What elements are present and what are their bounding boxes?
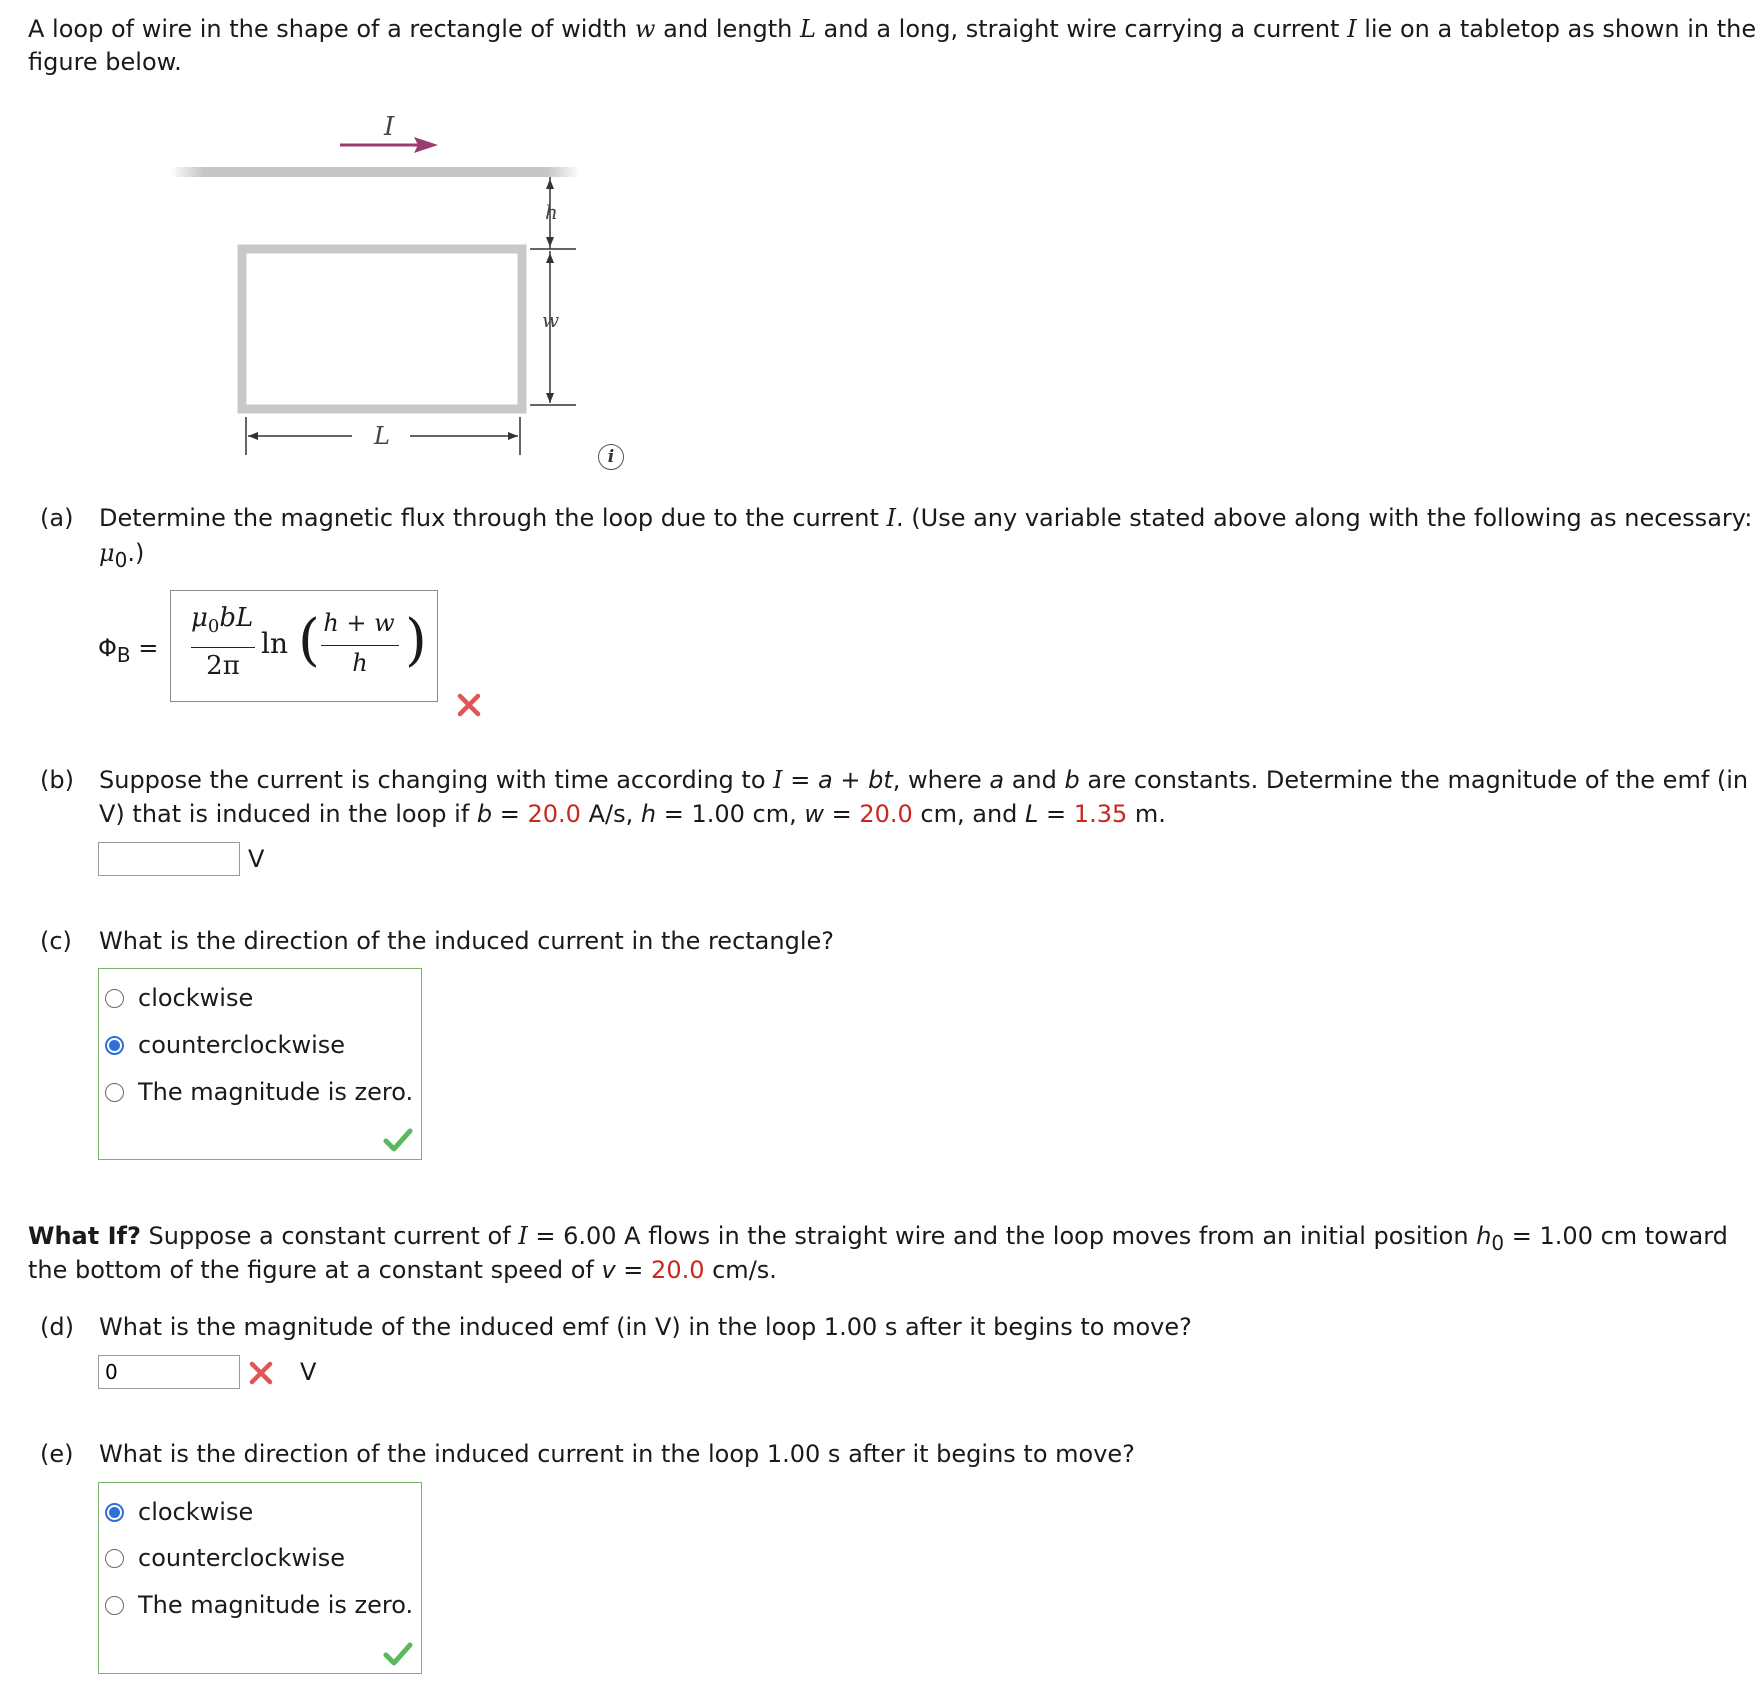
radio-button-selected[interactable] — [105, 1503, 124, 1522]
part-d-question: What is the magnitude of the induced emf (in V) in the loop 1.00 s after it begins to move? — [99, 1313, 1192, 1341]
intro-text: and length — [655, 15, 800, 43]
wire-loop-figure — [170, 105, 650, 485]
w-unit: cm, and — [912, 800, 1026, 828]
v-unit: cm/s. — [704, 1256, 777, 1284]
incorrect-x-icon — [248, 1360, 274, 1386]
h-arrow-down-icon — [546, 237, 554, 247]
var-a: a — [989, 766, 1005, 794]
part-c-option-counterclockwise[interactable] — [105, 1028, 345, 1062]
var-I: I — [773, 766, 783, 794]
radio-button[interactable] — [105, 1083, 124, 1102]
mu-symbol: μ — [99, 539, 115, 567]
correct-check-icon — [383, 1641, 413, 1667]
part-b-question-line-1 — [99, 763, 1748, 797]
inner-fraction-bar — [321, 645, 399, 646]
part-b-text: V) that is induced in the loop if — [99, 800, 477, 828]
L-arrow-right-icon — [508, 432, 518, 440]
w-arrow-down-icon — [546, 393, 554, 403]
part-e-option-zero[interactable] — [105, 1588, 413, 1622]
option-label: counterclockwise — [138, 1031, 346, 1059]
current-label: I — [384, 112, 395, 142]
inner-numerator: h + w — [323, 609, 395, 637]
option-label: The magnitude is zero. — [138, 1078, 414, 1106]
emf-answer-input-d[interactable] — [98, 1355, 240, 1389]
w-arrow-up-icon — [546, 253, 554, 263]
part-a-tag: (a) — [40, 504, 74, 532]
h-subscript: 0 — [1491, 1230, 1505, 1255]
part-d-tag: (d) — [40, 1313, 74, 1341]
h-arrow-up-icon — [546, 179, 554, 189]
intro-line-2: figure below. — [28, 48, 182, 76]
whatif-text: = 1.00 cm toward — [1504, 1222, 1728, 1250]
part-c-option-clockwise[interactable] — [105, 981, 253, 1015]
equals-sign: = — [138, 634, 159, 662]
part-b-unit: V — [248, 845, 265, 873]
fraction-bar — [191, 647, 255, 648]
equals: = — [823, 800, 860, 828]
part-b-text: are constants. Determine the magnitude of the emf (in — [1079, 766, 1749, 794]
var-I: I — [1347, 15, 1357, 43]
correct-check-icon — [383, 1127, 413, 1153]
part-a-question-line-2 — [99, 536, 144, 577]
var-bt: bt — [868, 766, 893, 794]
info-icon[interactable] — [598, 444, 624, 470]
part-c-question: What is the direction of the induced current in the rectangle? — [99, 927, 834, 955]
option-label: clockwise — [138, 1498, 254, 1526]
part-b-tag: (b) — [40, 766, 74, 794]
whatif-text: the bottom of the figure at a constant speed of — [28, 1256, 602, 1284]
b-unit: A/s, — [580, 800, 641, 828]
mu-subscript: 0 — [114, 547, 128, 572]
radio-button[interactable] — [105, 989, 124, 1008]
part-d-unit: V — [300, 1358, 317, 1386]
emf-answer-input-b[interactable] — [98, 842, 240, 876]
option-label: The magnitude is zero. — [138, 1591, 414, 1619]
equals: = — [782, 766, 819, 794]
var-v: v — [601, 1256, 616, 1284]
numerator-bL: bL — [219, 603, 254, 633]
phi-subscript: B — [116, 642, 131, 667]
option-label: clockwise — [138, 984, 254, 1012]
info-icon-glyph: i — [607, 447, 615, 467]
L-value: 1.35 — [1073, 800, 1128, 828]
v-value: 20.0 — [651, 1256, 705, 1284]
var-h: h — [640, 800, 657, 828]
flux-label — [98, 631, 158, 672]
part-e-option-counterclockwise[interactable] — [105, 1541, 345, 1575]
radio-button[interactable] — [105, 1596, 124, 1615]
var-I: I — [518, 1222, 528, 1250]
b-value: 20.0 — [527, 800, 581, 828]
L-label: L — [374, 422, 390, 450]
part-a-text: .) — [127, 539, 145, 567]
rectangular-loop — [242, 249, 522, 409]
part-e-question: What is the direction of the induced current in the loop 1.00 s after it begins to move? — [99, 1440, 1135, 1468]
part-a-text: . (Use any variable stated above along with the following as necessary: — [896, 504, 1753, 532]
left-paren: ( — [298, 608, 320, 673]
L-arrow-left-icon — [248, 432, 258, 440]
incorrect-x-icon — [456, 692, 482, 718]
inner-denominator: h — [352, 649, 368, 677]
ln-function: ln — [261, 627, 288, 660]
h-label: h — [545, 200, 558, 224]
fraction-denominator: 2π — [206, 651, 240, 681]
part-b-text: Suppose the current is changing with time according to — [99, 766, 774, 794]
straight-wire — [170, 167, 580, 177]
var-L: L — [1025, 800, 1039, 828]
equals: = — [615, 1256, 652, 1284]
part-e-tag: (e) — [40, 1440, 74, 1468]
equals: = — [492, 800, 528, 828]
w-value: 20.0 — [859, 800, 913, 828]
var-w: w — [804, 800, 824, 828]
radio-button-selected[interactable] — [105, 1036, 124, 1055]
intro-text: lie on a tabletop as shown in the — [1356, 15, 1757, 43]
fraction-numerator — [191, 603, 254, 638]
part-e-choices — [98, 1482, 422, 1674]
right-paren: ) — [405, 608, 427, 673]
var-I: I — [886, 504, 897, 532]
h-value: = 1.00 cm, — [656, 800, 805, 828]
whatif-text: Suppose a constant current of — [140, 1222, 519, 1250]
equals: = — [1038, 800, 1074, 828]
part-e-option-clockwise[interactable] — [105, 1495, 253, 1529]
whatif-text: = 6.00 A flows in the straight wire and the loop moves from an initial position — [527, 1222, 1477, 1250]
var-b: b — [1064, 766, 1080, 794]
whatif-line-2 — [28, 1253, 777, 1287]
L-unit: m. — [1127, 800, 1166, 828]
var-a: a — [818, 766, 833, 794]
intro-line-1 — [28, 12, 1756, 46]
part-b-text: , where — [892, 766, 990, 794]
intro-text: A loop of wire in the shape of a rectangle of width — [28, 15, 635, 43]
var-w: w — [634, 15, 656, 43]
part-b-text: and — [1004, 766, 1065, 794]
var-b: b — [476, 800, 493, 828]
mu-symbol: μ — [191, 603, 208, 633]
radio-button[interactable] — [105, 1549, 124, 1568]
part-c-option-zero[interactable] — [105, 1075, 413, 1109]
option-label: counterclockwise — [138, 1544, 346, 1572]
phi-symbol: Φ — [98, 634, 117, 662]
part-b-question-line-2 — [99, 797, 1166, 831]
part-a-question-line-1 — [99, 501, 1752, 535]
var-L: L — [799, 15, 816, 43]
intro-text: and a long, straight wire carrying a current — [815, 15, 1348, 43]
mu-subscript: 0 — [207, 616, 220, 638]
part-c-choices — [98, 968, 422, 1160]
whatif-heading: What If? — [28, 1222, 141, 1250]
part-a-text: Determine the magnetic flux through the loop due to the current — [99, 504, 887, 532]
var-h: h — [1476, 1222, 1492, 1250]
plus: + — [832, 766, 869, 794]
part-c-tag: (c) — [40, 927, 72, 955]
flux-answer-box[interactable] — [170, 590, 438, 702]
w-label: w — [542, 308, 560, 332]
